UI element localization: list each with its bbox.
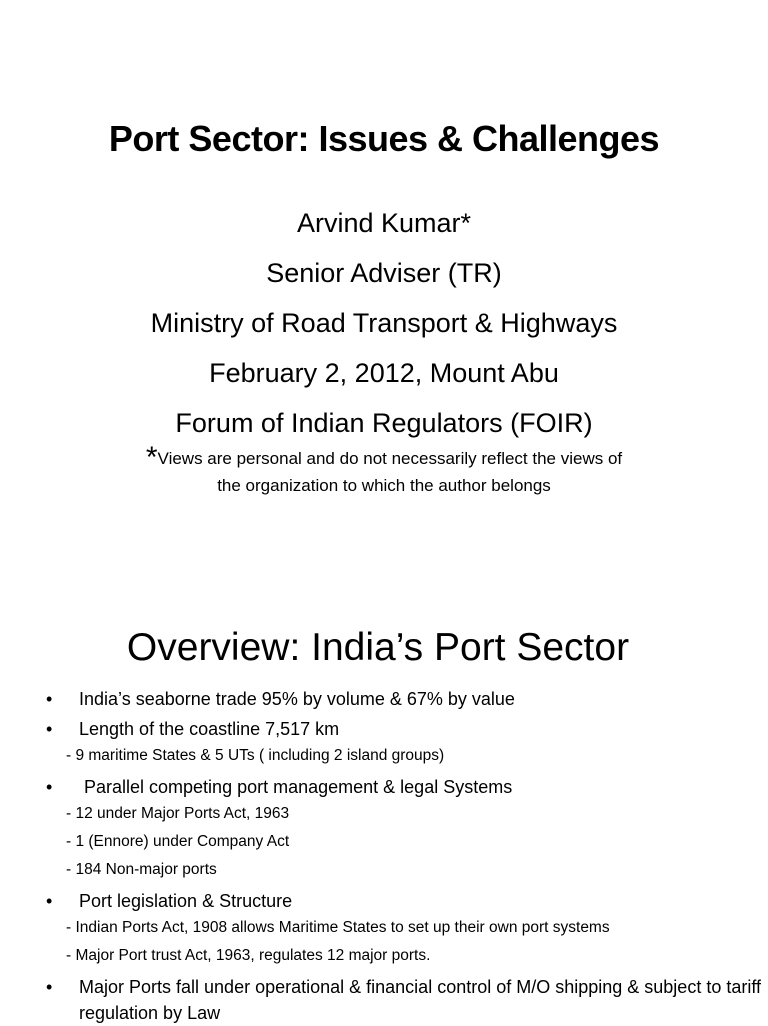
list-item-text: Major Ports fall under operational & financial control of M/O shipping & subject to tariff regulation by Law — [79, 977, 762, 1023]
list-item-text: Port legislation & Structure — [79, 891, 293, 911]
sub-item: - 184 Non-major ports — [66, 861, 217, 878]
bullet-icon: • — [46, 777, 53, 797]
bullet-icon: • — [46, 689, 53, 709]
list-item-text: India’s seaborne trade 95% by volume & 67% by value — [79, 689, 515, 709]
disclaimer-text-1: Views are personal and do not necessarily reflect the views of — [157, 449, 623, 468]
list-item — [0, 774, 768, 800]
disclaimer — [0, 441, 768, 499]
event-date-location: February 2, 2012, Mount Abu — [209, 358, 559, 388]
bullet-icon: • — [46, 719, 53, 739]
author-ministry: Ministry of Road Transport & Highways — [150, 308, 618, 338]
list-item — [0, 716, 768, 742]
overview-slide — [0, 576, 768, 1024]
list-item — [0, 974, 768, 1026]
slide-title: Overview: India’s Port Sector — [126, 626, 630, 669]
list-item-text: Length of the coastline 7,517 km — [79, 719, 340, 739]
bullet-icon: • — [46, 891, 53, 911]
author-role: Senior Adviser (TR) — [266, 258, 502, 288]
sub-item: - 9 maritime States & 5 UTs ( including 2 island groups) — [66, 747, 445, 764]
overview-list — [0, 682, 768, 1026]
list-item — [0, 888, 768, 914]
author-block — [0, 198, 768, 448]
author-name: Arvind Kumar* — [296, 208, 472, 238]
sub-item: - Indian Ports Act, 1908 allows Maritime States to set up their own port systems — [66, 919, 610, 936]
sub-item: - Major Port trust Act, 1963, regulates 12 major ports. — [66, 947, 431, 964]
bullet-icon: • — [46, 977, 53, 997]
event-forum: Forum of Indian Regulators (FOIR) — [175, 408, 593, 438]
sub-item: - 1 (Ennore) under Company Act — [66, 833, 290, 850]
disclaimer-line-2: the organization to which the author belongs — [217, 476, 551, 495]
list-item-text: Parallel competing port management & legal Systems — [84, 777, 513, 797]
list-item — [0, 686, 768, 712]
disclaimer-line-1 — [0, 441, 768, 474]
disclaimer-star: * — [145, 441, 158, 474]
slide-title: Port Sector: Issues & Challenges — [108, 118, 660, 159]
sub-item: - 12 under Major Ports Act, 1963 — [66, 805, 290, 822]
